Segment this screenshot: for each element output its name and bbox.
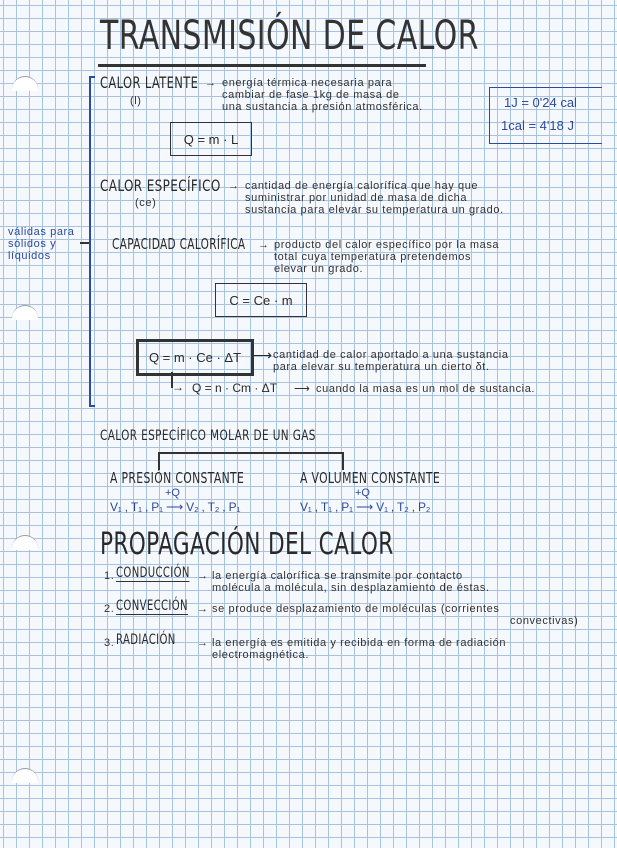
arrow-icon: → xyxy=(172,380,184,394)
item-number: 3. xyxy=(104,637,115,649)
formula-heat: Q = m · Ce · ΔT xyxy=(136,339,254,376)
volume-arrow-label: +Q xyxy=(355,487,370,499)
molar-desc: cuando la masa es un mol de sustancia. xyxy=(316,383,536,395)
item-name-conduction: CONDUCCIÓN xyxy=(116,565,190,581)
arrow-icon: → xyxy=(197,570,209,582)
latent-heat-label: CALOR LATENTE xyxy=(100,73,199,92)
specific-desc: sustancia para elevar su temperatura un grado. xyxy=(245,204,504,216)
punch-hole xyxy=(12,768,38,783)
item-desc: la energía calorífica se transmite por contacto xyxy=(212,570,463,582)
pressure-arrow-label: +Q xyxy=(165,487,180,499)
page-title: TRANSMISIÓN DE CALOR xyxy=(100,13,479,59)
gas-heading: CALOR ESPECÍFICO MOLAR DE UN GAS xyxy=(100,428,316,444)
capacity-desc: total cuya temperatura pretendemos xyxy=(274,251,472,263)
heat-desc: cantidad de calor aportado a una sustancia xyxy=(273,349,509,361)
arrow-icon: → xyxy=(197,637,209,649)
formula-latent: Q = m · L xyxy=(170,122,252,156)
latent-heat-symbol: (l) xyxy=(130,95,142,107)
specific-desc: suministrar por unidad de masa de dicha xyxy=(245,192,468,204)
arrow-icon: → xyxy=(228,180,240,192)
section-title: PROPAGACIÓN DEL CALOR xyxy=(100,527,394,562)
punch-hole xyxy=(12,305,38,320)
latent-desc: energía térmica necesaria para xyxy=(222,77,393,89)
item-desc: la energía es emitida y recibida en forma de radiación xyxy=(212,637,507,649)
item-name-convection: CONVECCIÓN xyxy=(116,598,188,614)
side-note: líquidos xyxy=(8,250,51,262)
arrow-icon: → xyxy=(205,77,217,89)
item-desc: se produce desplazamiento de moléculas (corrientes xyxy=(212,603,500,615)
bracket xyxy=(89,76,91,406)
arrow-icon: → xyxy=(197,603,209,615)
side-note: válidas para xyxy=(8,226,75,238)
pressure-formula: V₁ , T₁ , P₁ ⟶ V₂ , T₂ , P₁ xyxy=(110,500,241,514)
title-underline xyxy=(98,64,426,67)
volume-formula: V₁ , T₁ , P₁ ⟶ V₁ , T₂ , P₂ xyxy=(300,500,431,514)
item-number: 1. xyxy=(104,570,115,582)
capacity-label: CAPACIDAD CALORÍFICA xyxy=(112,235,246,253)
formula-capacity: C = Ce · m xyxy=(215,283,307,317)
specific-heat-label: CALOR ESPECÍFICO xyxy=(100,176,221,195)
latent-desc: cambiar de fase 1kg de masa de xyxy=(222,89,400,101)
conversion-cal: 1cal = 4'18 J xyxy=(501,118,574,133)
latent-desc: una sustancia a presión atmosférica. xyxy=(222,101,423,113)
item-number: 2. xyxy=(104,603,115,615)
pressure-constant-label: A PRESIÓN CONSTANTE xyxy=(110,469,245,487)
volume-constant-label: A VOLUMEN CONSTANTE xyxy=(300,469,441,487)
specific-desc: cantidad de energía calorífica que hay que xyxy=(245,180,479,192)
formula-molar: Q = n · Cm · ΔT xyxy=(192,381,278,395)
side-note: sólidos y xyxy=(8,238,57,250)
side-note-dash xyxy=(80,242,89,244)
item-desc: molécula a molécula, sin desplazamiento de éstas. xyxy=(212,582,490,594)
item-name-radiation: RADIACIÓN xyxy=(116,632,176,648)
capacity-desc: producto del calor específico por la masa xyxy=(274,239,500,251)
arrow-icon: ⟶ xyxy=(252,347,273,363)
specific-heat-symbol: (ce) xyxy=(135,197,157,209)
arrow-icon: → xyxy=(258,239,270,251)
arrow-icon: ⟶ xyxy=(294,383,311,395)
punch-hole xyxy=(12,76,38,91)
conversion-joule: 1J = 0'24 cal xyxy=(504,95,577,110)
capacity-desc: elevar un grado. xyxy=(274,263,364,275)
heat-desc: para elevar su temperatura un cierto δt. xyxy=(273,361,490,373)
item-desc: convectivas) xyxy=(510,615,579,627)
punch-hole xyxy=(12,535,38,550)
item-desc: electromagnética. xyxy=(212,649,310,661)
